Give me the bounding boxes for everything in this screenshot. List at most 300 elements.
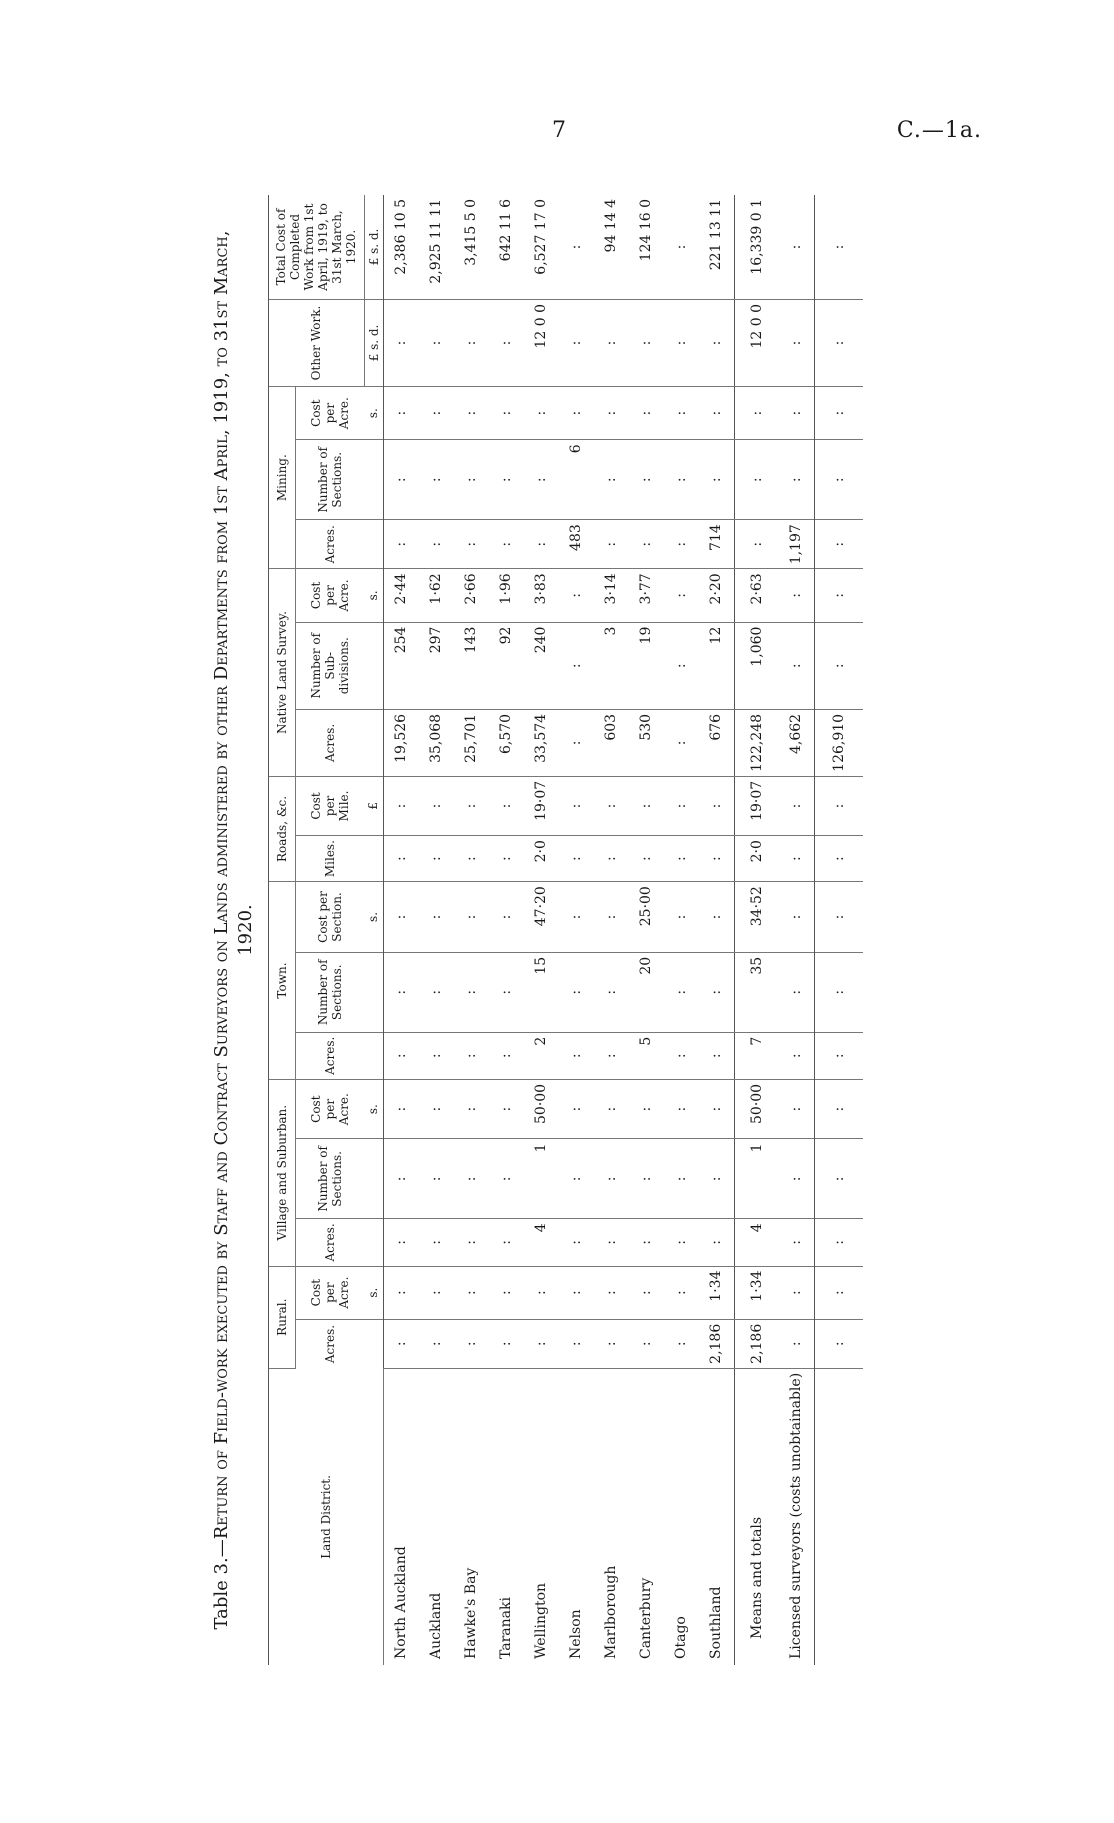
- cell-vill-acres: :: [489, 1219, 524, 1266]
- cell-mining-cost: :: [629, 387, 664, 440]
- cell-vill-num: :: [629, 1139, 664, 1219]
- unit-other-work: £ s. d.: [364, 300, 383, 387]
- cell-other: :: [454, 300, 489, 387]
- cell-roads-miles: :: [489, 836, 524, 882]
- cell-mining-acres: :: [594, 520, 629, 569]
- cell-total: 2,386 10 5: [383, 195, 419, 300]
- cell-other: 12 0 0: [524, 300, 559, 387]
- cell-other: :: [559, 300, 594, 387]
- unit-rural-cost: s.: [364, 1266, 383, 1319]
- land-district-label: North Auckland: [393, 1546, 409, 1659]
- land-district-cell: [524, 1368, 559, 1665]
- cell-rural-acres: :: [419, 1319, 454, 1368]
- header-village-cost: Cost per Acre.: [296, 1079, 365, 1139]
- table-row: [594, 195, 629, 1665]
- cell-roads-cost: :: [383, 776, 419, 835]
- cell-town-acres: 2: [524, 1032, 559, 1079]
- table-row: [489, 195, 524, 1665]
- cell-vill-num: :: [699, 1139, 735, 1219]
- cell-roads-cost: :: [699, 776, 735, 835]
- cell-rural-acres: :: [814, 1319, 863, 1368]
- cell-native-cost: :: [779, 569, 815, 622]
- land-district-cell: [489, 1368, 524, 1665]
- cell-native-cost: 2·66: [454, 569, 489, 622]
- header-mining-acres: Acres.: [296, 520, 365, 569]
- cell-town-cost: :: [699, 882, 735, 953]
- cell-mining-num: :: [594, 440, 629, 520]
- unit-town-acres: [364, 1032, 383, 1079]
- cell-town-cost: :: [594, 882, 629, 953]
- table-body: [383, 195, 863, 1665]
- cell-roads-cost: :: [664, 776, 699, 835]
- header-native: Native Land Survey.: [269, 569, 296, 777]
- cell-mining-num: :: [383, 440, 419, 520]
- cell-native-num: 240: [524, 622, 559, 709]
- cell-native-num: 19: [629, 622, 664, 709]
- header-rural-cost: Cost per Acre.: [296, 1266, 365, 1319]
- cell-vill-cost: :: [559, 1079, 594, 1139]
- land-district-label: Means and totals: [748, 1516, 765, 1639]
- cell-roads-miles: 2·0: [524, 836, 559, 882]
- cell-town-num: :: [559, 952, 594, 1032]
- land-district-label: Southland: [708, 1586, 724, 1659]
- land-district-label: Taranaki: [498, 1597, 514, 1659]
- cell-total: :: [779, 195, 815, 300]
- unit-village-cost: s.: [364, 1079, 383, 1139]
- cell-mining-acres: :: [383, 520, 419, 569]
- cell-town-num: :: [594, 952, 629, 1032]
- cell-other: :: [629, 300, 664, 387]
- table-row: [559, 195, 594, 1665]
- totals-row: [734, 195, 779, 1665]
- licensed-surveyors-row: [779, 195, 815, 1665]
- cell-roads-miles: :: [699, 836, 735, 882]
- cell-town-num: 35: [734, 952, 779, 1032]
- cell-town-num: :: [419, 952, 454, 1032]
- unit-roads-cost: £: [364, 776, 383, 835]
- land-district-cell: [419, 1368, 454, 1665]
- cell-town-num: :: [383, 952, 419, 1032]
- cell-rural-cost: :: [629, 1266, 664, 1319]
- cell-mining-num: :: [734, 440, 779, 520]
- header-native-cost: Cost per Acre.: [296, 569, 365, 622]
- header-town-number: Number of Sections.: [296, 952, 365, 1032]
- header-roads-miles: Miles.: [296, 836, 365, 882]
- cell-native-cost: 1·96: [489, 569, 524, 622]
- page-number: 7: [552, 118, 566, 143]
- grand-total-row: [814, 195, 863, 1665]
- cell-mining-num: :: [664, 440, 699, 520]
- cell-total: 2,925 11 11: [419, 195, 454, 300]
- cell-native-cost: 2·20: [699, 569, 735, 622]
- unit-native-cost: s.: [364, 569, 383, 622]
- cell-native-acres: 122,248: [734, 709, 779, 776]
- cell-rural-acres: :: [559, 1319, 594, 1368]
- header-mining: Mining.: [269, 387, 296, 569]
- cell-roads-miles: :: [559, 836, 594, 882]
- cell-mining-cost: :: [489, 387, 524, 440]
- cell-mining-cost: :: [559, 387, 594, 440]
- cell-native-num: :: [779, 622, 815, 709]
- cell-vill-acres: :: [559, 1219, 594, 1266]
- cell-vill-acres: :: [779, 1219, 815, 1266]
- cell-mining-acres: :: [454, 520, 489, 569]
- cell-town-acres: 5: [629, 1032, 664, 1079]
- field-work-table: [268, 195, 863, 1665]
- unit-mining-acres: [364, 520, 383, 569]
- cell-vill-cost: :: [489, 1079, 524, 1139]
- header-land-district: Land District.: [269, 1368, 384, 1665]
- table-title-text: —Return of Field-work executed by Staff and Contract Surveyors on Lands administered by other Departments from 1st April, 1919, to 31st March, 1920.: [211, 230, 256, 1558]
- cell-rural-acres: :: [594, 1319, 629, 1368]
- cell-vill-cost: :: [629, 1079, 664, 1139]
- unit-roads-miles: [364, 836, 383, 882]
- cell-rural-cost: :: [779, 1266, 815, 1319]
- cell-roads-cost: 19·07: [524, 776, 559, 835]
- unit-town-cost: s.: [364, 882, 383, 953]
- land-district-cell: [594, 1368, 629, 1665]
- header-other-work: Other Work.: [269, 300, 365, 387]
- cell-town-cost: :: [559, 882, 594, 953]
- cell-mining-acres: 714: [699, 520, 735, 569]
- cell-mining-acres: 483: [559, 520, 594, 569]
- cell-native-acres: 530: [629, 709, 664, 776]
- header-rural-acres: Acres.: [323, 1324, 337, 1364]
- cell-roads-miles: :: [629, 836, 664, 882]
- header-native-number: Number of Sub-divisions.: [296, 622, 365, 709]
- cell-native-num: 12: [699, 622, 735, 709]
- land-district-cell: [734, 1368, 779, 1665]
- unit-village-acres: [364, 1219, 383, 1266]
- cell-vill-acres: :: [454, 1219, 489, 1266]
- cell-native-num: 143: [454, 622, 489, 709]
- cell-rural-acres: :: [524, 1319, 559, 1368]
- cell-town-acres: :: [699, 1032, 735, 1079]
- cell-mining-cost: :: [524, 387, 559, 440]
- cell-native-cost: 3·14: [594, 569, 629, 622]
- cell-other: :: [489, 300, 524, 387]
- header-town-cost: Cost per Section.: [296, 882, 365, 953]
- land-district-cell: [383, 1368, 419, 1665]
- cell-vill-num: 1: [524, 1139, 559, 1219]
- land-district-label: Wellington: [533, 1582, 549, 1659]
- header-rural: Rural.: [269, 1266, 296, 1368]
- cell-roads-miles: :: [664, 836, 699, 882]
- header-village-number: Number of Sections.: [296, 1139, 365, 1219]
- cell-town-cost: :: [383, 882, 419, 953]
- land-district-label: Auckland: [428, 1592, 444, 1659]
- table-row: [383, 195, 419, 1665]
- cell-native-acres: 33,574: [524, 709, 559, 776]
- cell-vill-cost: :: [454, 1079, 489, 1139]
- table-title-prefix: Table 3.: [211, 1557, 232, 1630]
- cell-vill-cost: 50·00: [734, 1079, 779, 1139]
- cell-total: 124 16 0: [629, 195, 664, 300]
- cell-town-acres: :: [594, 1032, 629, 1079]
- cell-total: :: [664, 195, 699, 300]
- cell-total: 642 11 6: [489, 195, 524, 300]
- cell-vill-acres: 4: [734, 1219, 779, 1266]
- cell-rural-cost: :: [454, 1266, 489, 1319]
- cell-rural-cost: 1·34: [699, 1266, 735, 1319]
- cell-native-num: :: [814, 622, 863, 709]
- header-total-cost: Total Cost of Completed Work from 1st April, 1919, to 31st March, 1920.: [269, 195, 365, 300]
- cell-town-num: :: [664, 952, 699, 1032]
- cell-town-acres: :: [779, 1032, 815, 1079]
- cell-mining-num: :: [629, 440, 664, 520]
- cell-vill-num: 1: [734, 1139, 779, 1219]
- cell-roads-miles: :: [419, 836, 454, 882]
- table-row: [629, 195, 664, 1665]
- cell-town-acres: :: [454, 1032, 489, 1079]
- cell-roads-miles: :: [383, 836, 419, 882]
- cell-town-cost: :: [454, 882, 489, 953]
- cell-mining-num: :: [779, 440, 815, 520]
- header-town: Town.: [269, 882, 296, 1080]
- cell-vill-acres: :: [699, 1219, 735, 1266]
- land-district-cell: [699, 1368, 735, 1665]
- cell-native-acres: 35,068: [419, 709, 454, 776]
- land-district-cell: [664, 1368, 699, 1665]
- unit-rural-acres: [364, 1319, 383, 1368]
- cell-town-acres: :: [559, 1032, 594, 1079]
- cell-vill-cost: :: [664, 1079, 699, 1139]
- table-row: [454, 195, 489, 1665]
- cell-total: 16,339 0 1: [734, 195, 779, 300]
- cell-vill-num: :: [779, 1139, 815, 1219]
- cell-town-acres: :: [814, 1032, 863, 1079]
- cell-other: :: [779, 300, 815, 387]
- unit-town-number: [364, 952, 383, 1032]
- cell-total: :: [814, 195, 863, 300]
- cell-other: :: [383, 300, 419, 387]
- land-district-cell: [814, 1368, 863, 1665]
- cell-mining-acres: :: [524, 520, 559, 569]
- cell-vill-acres: 4: [524, 1219, 559, 1266]
- cell-roads-miles: :: [454, 836, 489, 882]
- cell-mining-num: :: [699, 440, 735, 520]
- cell-other: :: [699, 300, 735, 387]
- cell-town-num: :: [699, 952, 735, 1032]
- cell-town-acres: 7: [734, 1032, 779, 1079]
- cell-mining-num: :: [524, 440, 559, 520]
- cell-native-cost: 3·77: [629, 569, 664, 622]
- cell-rural-acres: 2,186: [699, 1319, 735, 1368]
- cell-rural-acres: :: [454, 1319, 489, 1368]
- land-district-label: Canterbury: [638, 1577, 654, 1659]
- cell-town-acres: :: [419, 1032, 454, 1079]
- table-row: [664, 195, 699, 1665]
- cell-native-num: 297: [419, 622, 454, 709]
- table-row: [419, 195, 454, 1665]
- unit-native-acres: [364, 709, 383, 776]
- cell-town-cost: :: [489, 882, 524, 953]
- cell-mining-acres: :: [419, 520, 454, 569]
- header-village: Village and Suburban.: [269, 1079, 296, 1266]
- land-district-label: Nelson: [568, 1609, 584, 1659]
- cell-mining-cost: :: [699, 387, 735, 440]
- cell-vill-num: :: [664, 1139, 699, 1219]
- cell-total: 3,415 5 0: [454, 195, 489, 300]
- cell-town-num: 20: [629, 952, 664, 1032]
- land-district-label: Otago: [673, 1616, 689, 1659]
- cell-mining-acres: :: [664, 520, 699, 569]
- cell-town-num: 15: [524, 952, 559, 1032]
- rotated-table-region: [210, 195, 900, 1665]
- land-district-cell: [559, 1368, 594, 1665]
- cell-mining-cost: :: [454, 387, 489, 440]
- cell-roads-cost: :: [629, 776, 664, 835]
- cell-native-cost: :: [559, 569, 594, 622]
- cell-roads-cost: :: [779, 776, 815, 835]
- cell-mining-cost: :: [664, 387, 699, 440]
- cell-rural-cost: :: [383, 1266, 419, 1319]
- cell-vill-num: :: [559, 1139, 594, 1219]
- cell-mining-cost: :: [734, 387, 779, 440]
- land-district-label: Hawke's Bay: [463, 1567, 479, 1659]
- cell-rural-cost: :: [664, 1266, 699, 1319]
- cell-town-cost: :: [664, 882, 699, 953]
- cell-vill-acres: :: [629, 1219, 664, 1266]
- cell-mining-cost: :: [383, 387, 419, 440]
- cell-total: 221 13 11: [699, 195, 735, 300]
- cell-town-cost: 34·52: [734, 882, 779, 953]
- cell-mining-num: :: [489, 440, 524, 520]
- cell-vill-cost: :: [699, 1079, 735, 1139]
- cell-roads-cost: :: [594, 776, 629, 835]
- land-district-cell: [779, 1368, 815, 1665]
- unit-mining-cost: s.: [364, 387, 383, 440]
- cell-roads-cost: :: [814, 776, 863, 835]
- cell-roads-cost: :: [419, 776, 454, 835]
- cell-mining-num: 6: [559, 440, 594, 520]
- cell-roads-cost: :: [454, 776, 489, 835]
- unit-mining-number: [364, 440, 383, 520]
- cell-mining-cost: :: [779, 387, 815, 440]
- cell-vill-num: :: [594, 1139, 629, 1219]
- cell-native-cost: 2·44: [383, 569, 419, 622]
- header-native-acres: Acres.: [296, 709, 365, 776]
- header-mining-number: Number of Sections.: [296, 440, 365, 520]
- cell-rural-acres: :: [629, 1319, 664, 1368]
- cell-town-cost: 47·20: [524, 882, 559, 953]
- cell-vill-num: :: [454, 1139, 489, 1219]
- cell-town-num: :: [489, 952, 524, 1032]
- cell-vill-cost: :: [419, 1079, 454, 1139]
- cell-total: 94 14 4: [594, 195, 629, 300]
- cell-native-cost: 2·63: [734, 569, 779, 622]
- cell-roads-cost: 19·07: [734, 776, 779, 835]
- cell-mining-cost: :: [594, 387, 629, 440]
- cell-native-cost: 1·62: [419, 569, 454, 622]
- cell-town-num: :: [814, 952, 863, 1032]
- cell-vill-acres: :: [814, 1219, 863, 1266]
- cell-native-acres: :: [559, 709, 594, 776]
- cell-town-cost: 25·00: [629, 882, 664, 953]
- cell-town-acres: :: [664, 1032, 699, 1079]
- header-town-acres: Acres.: [296, 1032, 365, 1079]
- cell-native-acres: :: [664, 709, 699, 776]
- cell-native-num: 92: [489, 622, 524, 709]
- cell-town-num: :: [454, 952, 489, 1032]
- cell-town-num: :: [779, 952, 815, 1032]
- cell-mining-acres: :: [814, 520, 863, 569]
- cell-rural-acres: :: [664, 1319, 699, 1368]
- cell-native-num: :: [559, 622, 594, 709]
- cell-total: 6,527 17 0: [524, 195, 559, 300]
- cell-native-acres: 25,701: [454, 709, 489, 776]
- cell-rural-acres: 2,186: [734, 1319, 779, 1368]
- cell-native-acres: 126,910: [814, 709, 863, 776]
- cell-native-cost: :: [814, 569, 863, 622]
- land-district-label: Licensed surveyors (costs unobtainable): [788, 1372, 804, 1659]
- cell-rural-cost: :: [594, 1266, 629, 1319]
- cell-mining-cost: :: [419, 387, 454, 440]
- cell-roads-cost: :: [559, 776, 594, 835]
- cell-native-num: 254: [383, 622, 419, 709]
- cell-rural-cost: :: [419, 1266, 454, 1319]
- cell-rural-acres: :: [489, 1319, 524, 1368]
- cell-roads-cost: :: [489, 776, 524, 835]
- cell-native-acres: 4,662: [779, 709, 815, 776]
- cell-mining-num: :: [814, 440, 863, 520]
- header-village-acres: Acres.: [296, 1219, 365, 1266]
- cell-other: :: [814, 300, 863, 387]
- unit-native-number: [364, 622, 383, 709]
- unit-village-number: [364, 1139, 383, 1219]
- cell-other: :: [594, 300, 629, 387]
- cell-rural-cost: :: [489, 1266, 524, 1319]
- cell-native-num: 3: [594, 622, 629, 709]
- cell-vill-cost: :: [383, 1079, 419, 1139]
- cell-native-num: 1,060: [734, 622, 779, 709]
- cell-vill-acres: :: [383, 1219, 419, 1266]
- cell-native-acres: 19,526: [383, 709, 419, 776]
- cell-town-cost: :: [814, 882, 863, 953]
- cell-roads-miles: :: [779, 836, 815, 882]
- cell-rural-acres: :: [383, 1319, 419, 1368]
- cell-town-acres: :: [383, 1032, 419, 1079]
- land-district-label: Marlborough: [603, 1565, 619, 1659]
- cell-vill-num: :: [489, 1139, 524, 1219]
- cell-vill-acres: :: [664, 1219, 699, 1266]
- cell-mining-acres: 1,197: [779, 520, 815, 569]
- cell-rural-acres: :: [779, 1319, 815, 1368]
- header-mining-cost: Cost per Acre.: [296, 387, 365, 440]
- table-header: [269, 195, 384, 1665]
- cell-mining-num: :: [419, 440, 454, 520]
- cell-rural-cost: 1·34: [734, 1266, 779, 1319]
- cell-mining-acres: :: [734, 520, 779, 569]
- cell-vill-cost: :: [594, 1079, 629, 1139]
- cell-rural-cost: :: [524, 1266, 559, 1319]
- cell-other: :: [664, 300, 699, 387]
- cell-native-acres: 603: [594, 709, 629, 776]
- cell-native-cost: 3·83: [524, 569, 559, 622]
- cell-native-num: :: [664, 622, 699, 709]
- cell-mining-cost: :: [814, 387, 863, 440]
- cell-native-acres: 6,570: [489, 709, 524, 776]
- cell-other: 12 0 0: [734, 300, 779, 387]
- cell-vill-num: :: [383, 1139, 419, 1219]
- header-roads-cost: Cost per Mile.: [296, 776, 365, 835]
- cell-roads-miles: 2·0: [734, 836, 779, 882]
- cell-town-cost: :: [779, 882, 815, 953]
- table-row: [699, 195, 735, 1665]
- header-roads: Roads, &c.: [269, 776, 296, 881]
- cell-vill-cost: :: [779, 1079, 815, 1139]
- cell-vill-acres: :: [594, 1219, 629, 1266]
